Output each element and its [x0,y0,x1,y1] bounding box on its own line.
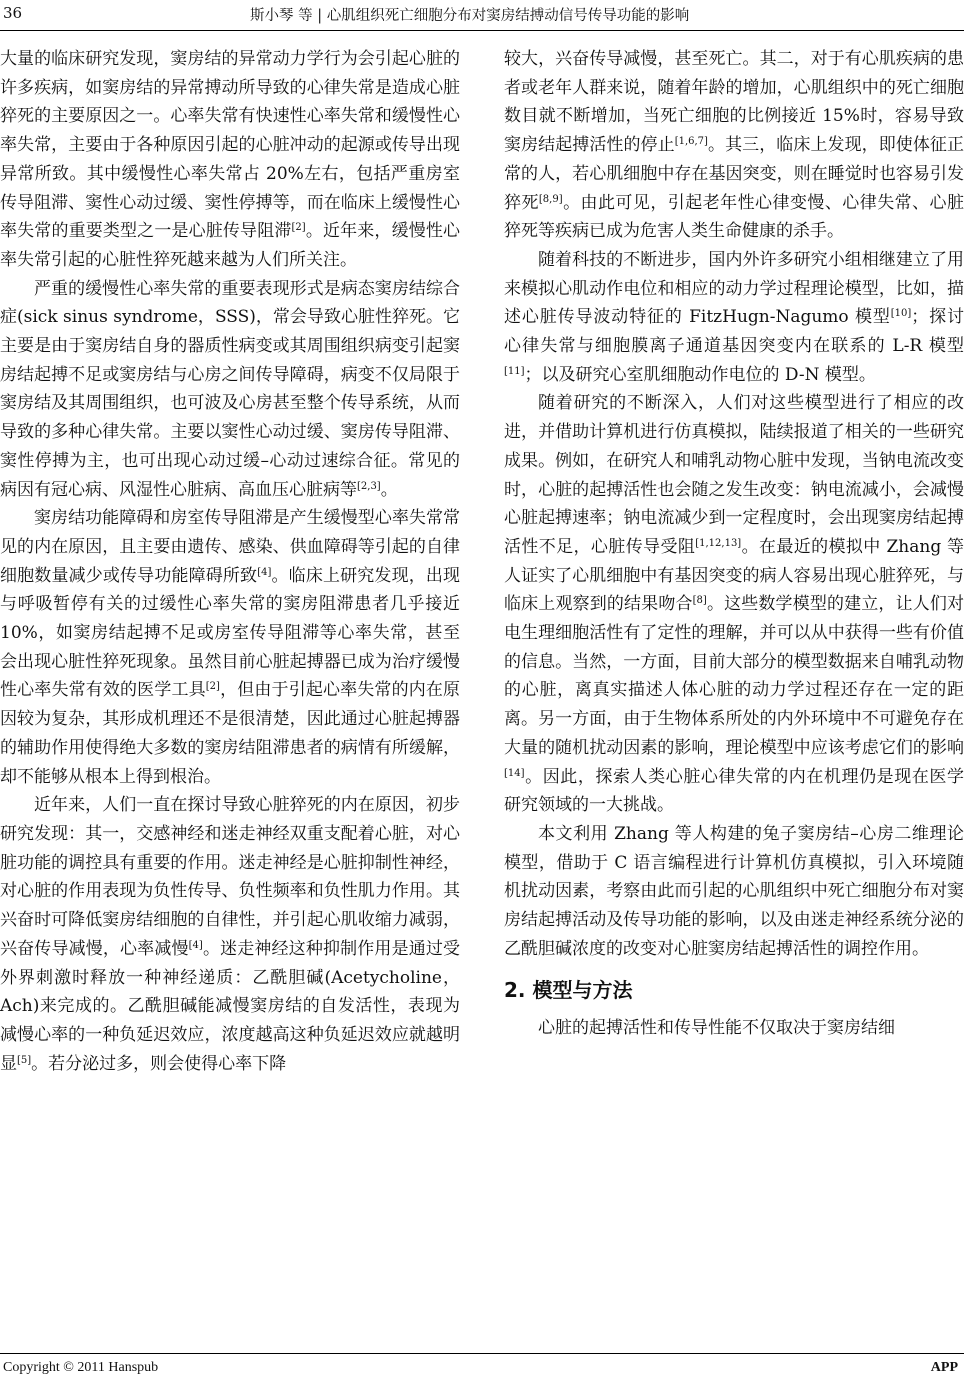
paragraph: 较大，兴奋传导减慢，甚至死亡。其二，对于有心肌疾病的患者或老年人群来说，随着年龄的增加，心肌组织中的死亡细胞数目就不断增加，当死亡细胞的比例接近 15%时，容易导致窦房结起搏活性的停止[1,6,7]。其三，临床上发现，即使体征正常的人，若心肌细胞中存在基因突变，则在睡觉时也容易引发猝死[8,9]。由此可见，引起老年性心律变慢、心律失常、心脏猝死等疾病已成为危害人类生命健康的杀手。 [504,49,964,242]
section-heading: 2. 模型与方法 [504,977,633,1002]
page-header [0,0,964,31]
paragraph: 严重的缓慢性心率失常的重要表现形式是病态窦房结综合症(sick sinus syndrome，SSS)，常会导致心脏性猝死。它主要是由于窦房结自身的器质性病变或其周围组织病变引起窦房结起搏不足或窦房结与心房之间传导障碍，病变不仅局限于窦房结及其周围组织，也可波及心房甚至整个传导系统，从而导致的多种心律失常。主要以窦性心动过缓、窦房传导阻滞、窦性停搏为主，也可出现心动过缓–心动过速综合征。常见的病因有冠心病、风湿性心脏病、高血压心脏病等[2,3]。 [0,278,460,500]
paragraph: 窦房结功能障碍和房室传导阻滞是产生缓慢型心率失常常见的内在原因，且主要由遗传、感染、供血障碍等引起的自律细胞数量减少或传导功能障碍所致[4]。临床上研究发现，出现与呼吸暂停有关的过缓性心率失常的窦房阻滞患者几乎接近 10%，如窦房结起搏不足或房室传导阻滞等心率失常，甚至会出现心脏性猝死现象。虽然目前心脏起搏器已成为治疗缓慢性心率失常有效的医学工具[2]，但由于引起心率失常的内在原因较为复杂，其形成机理还不是很清楚，因此通过心脏起搏器的辅助作用使得绝大多数的窦房结阻滞患者的病情有所缓解，却不能够从根本上得到根治。 [0,508,461,787]
citation: [5] [17,1054,32,1066]
paragraph: 随着研究的不断深入，人们对这些模型进行了相应的改进，并借助计算机进行仿真模拟，陆续报道了相关的一些研究成果。例如，在研究人和哺乳动物心脏中发现，当钠电流改变时，心脏的起搏活性也会随之发生改变：钠电流减小，会减慢心脏起搏速率；钠电流减少到一定程度时，会出现窦房结起搏活性不足，心脏传导受阻[1,12,13]。在最近的模拟中 Zhang 等人证实了心肌细胞中有基因突变的病人容易出现心脏猝死，与临床上观察到的结果吻合[8]。这些数学模型的建立，让人们对电生理细胞活性有了定性的理解，并可以从中获得一些有价值的信息。当然，一方面，目前大部分的模型数据来自哺乳动物的心脏，离真实描述人体心脏的动力学过程还存在一定的距离。另一方面，由于生物体系所处的内外环境中不可避免存在大量的随机扰动因素的影响，理论模型中应该考虑它们的影响[14]。因此，探索人类心脏心律失常的内在机理仍是现在医学研究领域的一大挑战。 [504,393,964,816]
citation: [11] [504,365,525,377]
paragraph: 随着科技的不断进步，国内外许多研究小组相继建立了用来模拟心肌动作电位和相应的动力学过程理论模型，比如，描述心脏传导波动特征的 FitzHugn-Nagumo 模型[10]；探讨心律失常与细胞膜离子通道基因突变内在联系的 L-R 模型[11]；以及研究心室肌细胞动作电位的 D-N 模型。 [504,249,964,385]
page-footer [0,1353,964,1386]
paragraph: 心脏的起搏活性和传导性能不仅取决于窦房结细 [538,1017,895,1038]
citation: [1,12,13] [695,537,742,549]
citation: [8] [692,595,707,607]
paragraph: 大量的临床研究发现，窦房结的异常动力学行为会引起心脏的许多疾病，如窦房结的异常搏动所导致的心律失常是造成心脏猝死的主要原因之一。心率失常有快速性心率失常和缓慢性心率失常，主要由于各种原因引起的心脏冲动的起源或传导出现异常所致。其中缓慢性心率失常占 20%左右，包括严重房室传导阻滞、窦性心动过缓、窦性停搏等，而在临床上缓慢性心率失常的重要类型之一是心脏传导阻滞[2]。近年来，缓慢性心率失常引起的心脏性猝死越来越为人们所关注。 [0,49,461,270]
citation: [2] [291,222,306,234]
left-column [0,45,460,1078]
citation: [10] [890,308,912,320]
page-number: 36 [3,4,23,22]
paragraph: 本文利用 Zhang 等人构建的兔子窦房结–心房二维理论模型，借助于 C 语言编程进行计算机仿真模拟，引入环境随机扰动因素，考察由此而引起的心肌组织中死亡细胞分布对窦房结起搏活动及传导功能的影响，以及由迷走神经系统分泌的乙酰胆碱浓度的改变对心脏窦房结起搏活性的调控作用。 [504,823,964,959]
citation: [2] [205,681,220,693]
citation: [8,9] [538,193,563,205]
copyright-notice: Copyright © 2011 Hanspub [3,1360,159,1375]
right-column [504,45,964,1042]
citation: [4] [257,566,272,578]
paragraph: 近年来，人们一直在探讨导致心脏猝死的内在原因，初步研究发现：其一，交感神经和迷走神经双重支配着心脏，对心脏功能的调控具有重要的作用。迷走神经是心脏抑制性神经，对心脏的作用表现为负性传导、负性频率和负性肌力作用。其兴奋时可降低窦房结细胞的自律性，并引起心肌收缩力减弱，兴奋传导减慢，心率减慢[4]。迷走神经这种抑制作用是通过受外界刺激时释放一种神经递质：乙酰胆碱(Acetycholine，Ach)来完成的。乙酰胆碱能减慢窦房结的自发活性，表现为减慢心率的一种负延迟效应，浓度越高这种负延迟效应就越明显[5]。若分泌过多，则会使得心率下降 [0,795,461,1074]
citation: [4] [188,939,203,951]
citation: [1,6,7] [674,136,708,148]
running-title: 斯小琴 等 | 心肌组织死亡细胞分布对窦房结搏动信号传导功能的影响 [250,8,690,24]
citation: [2,3] [357,480,381,492]
citation: [14] [504,767,525,779]
journal-name: APP [930,1360,958,1375]
